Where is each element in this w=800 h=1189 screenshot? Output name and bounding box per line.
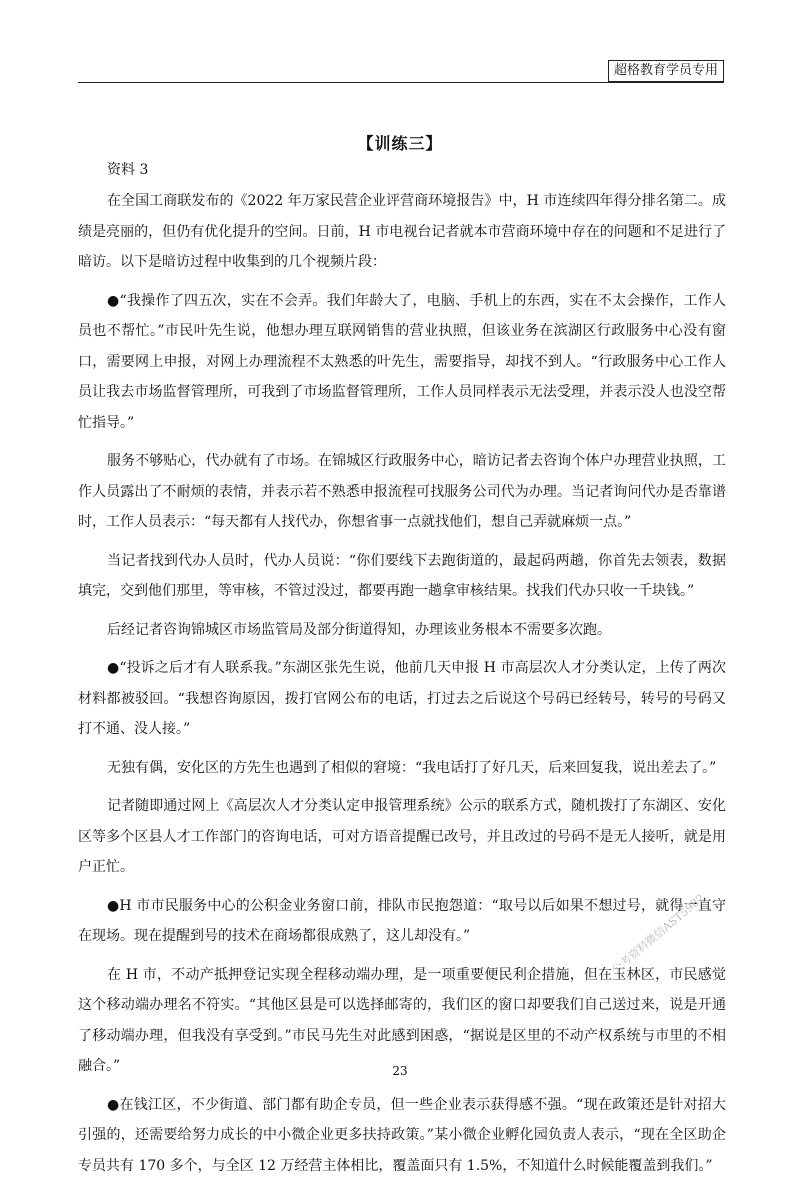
paragraph: ●“我操作了四五次，实在不会弄。我们年龄大了，电脑、手机上的东西，实在不太会操作，工作人员也不帮忙。”市民叶先生说，他想办理互联网销售的营业执照，但该业务在滨湖区行政服务中心没有窗口，需要网上申报，对网上办理流程不太熟悉的叶先生，需要指导，却找不到人。“行政服务中心工作人员让我去市场监督管理所，可我到了市场监督管理所，工作人员同样表示无法受理，并表示没人也没空帮忙指导。” xyxy=(78,292,726,431)
document-body xyxy=(78,160,726,1189)
page-title: 【训练三】 xyxy=(357,134,443,153)
paragraph: ●H 市市民服务中心的公积金业务窗口前，排队市民抱怨道：“取号以后如果不想过号，就得一直守在现场。现在提醒到号的技术在商场都很成熟了，这儿却没有。” xyxy=(78,897,726,944)
section-label: 资料 3 xyxy=(107,162,149,178)
paragraph: 无独有偶，安化区的方先生也遇到了相似的窘境：“我电话打了好几天，后来回复我，说出差去了。” xyxy=(107,759,717,776)
paragraph: 当记者找到代办人员时，代办人员说：“你们要线下去跑街道的，最起码两趟，你首先去领表，数据填完，交到他们那里，等审核，不管过没过，都要再跑一趟拿审核结果。找我们代办只收一千块钱。” xyxy=(78,552,726,599)
paragraph: 后经记者咨询锦城区市场监管局及部分街道得知，办理该业务根本不需要多次跑。 xyxy=(107,621,611,638)
header-rule xyxy=(78,82,724,83)
header-label: 超格教育学员专用 xyxy=(608,60,724,82)
paragraph: 在 H 市，不动产抵押登记实现全程移动端办理，是一项重要便民利企措施，但在玉林区，市民感觉这个移动端办理名不符实。“其他区县是可以选择邮寄的，我们区的窗口却要我们自己送过来，说是开通了移动端办理，但我没有享受到。”市民马先生对此感到困惑，“据说是区里的不动产权系统与市里的不相融合。” xyxy=(78,966,726,1074)
paragraph-intro: 在全国工商联发布的《2022 年万家民营企业评营商环境报告》中，H 市连续四年得分排名第二。成绩是亮丽的，但仍有优化提升的空间。日前，H 市电视台记者就本市营商环境中存在的问题和不足进行了暗访。以下是暗访过程中收集到的几个视频片段： xyxy=(78,193,726,270)
paragraph: ●“投诉之后才有人联系我。”东湖区张先生说，他前几天申报 H 市高层次人才分类认定，上传了两次材料都被驳回。“我想咨询原因，拨打官网公布的电话，打过去之后说这个号码已经转号，转号的号码又打不通、没人接。” xyxy=(78,660,726,737)
paragraph: 服务不够贴心，代办就有了市场。在锦城区行政服务中心，暗访记者去咨询个体户办理营业执照，工作人员露出了不耐烦的表情，并表示若不熟悉申报流程可找服务公司代为办理。当记者询问代办是否靠谱时，工作人员表示：“每天都有人找代办，你想省事一点就找他们，想自己弄就麻烦一点。” xyxy=(78,453,726,530)
paragraph: ●在钱江区，不少街道、部门都有助企专员，但一些企业表示获得感不强。“现在政策还是针对招大引强的，还需要给努力成长的中小微企业更多扶持政策。”某小微企业孵化园负责人表示，“现在全区助企专员共有 170 多个，与全区 12 万经营主体相比，覆盖面只有 1.5%，不知道什么时候能覆盖到我们。” xyxy=(78,1096,726,1174)
paragraph: 记者随即通过网上《高层次人才分类认定申报管理系统》公示的联系方式，随机拨打了东湖区、安化区等多个区县人才工作部门的咨询电话，可对方语音提醒已改号，并且改过的号码不是无人接听，就是用户正忙。 xyxy=(78,798,726,875)
page-number: 23 xyxy=(392,1064,408,1078)
watermark: 公考资料微信AST5982 xyxy=(609,891,708,977)
